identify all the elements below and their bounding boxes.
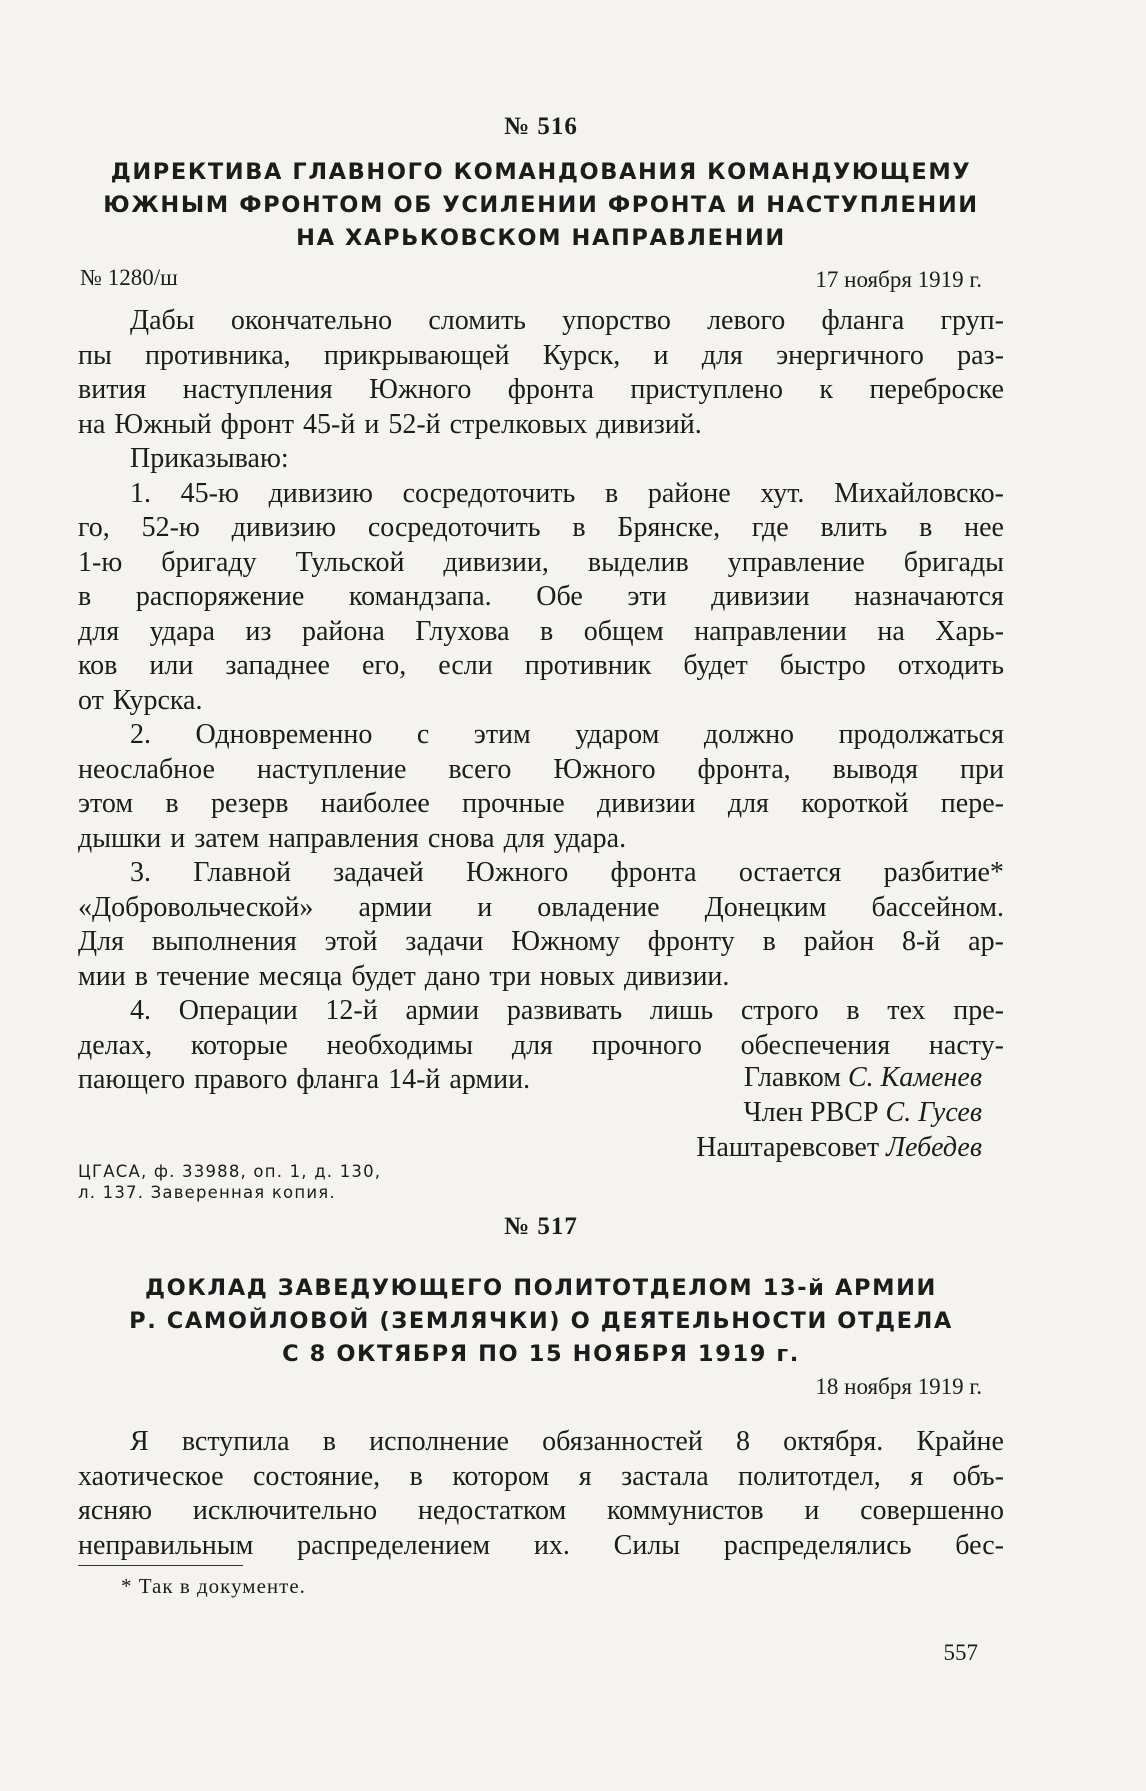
doc516-date: 17 ноября 1919 г. [815, 267, 982, 292]
signature-role: Наштаревсовет [696, 1132, 880, 1163]
body-line: на Южный фронт 45-й и 52-й стрелковых дивизий. [78, 408, 702, 440]
signature-line [696, 1060, 982, 1095]
body-line: для удара из района Глухова в общем направлении на Харь- [78, 615, 1004, 647]
footnote-divider [78, 1565, 243, 1566]
doc517-date: 18 ноября 1919 г. [815, 1374, 982, 1399]
signature-name: Лебедев [886, 1132, 982, 1163]
signature-role: Главком [743, 1062, 841, 1093]
body-line: этом в резерв наиболее прочные дивизии для короткой пере- [78, 788, 1004, 819]
document-page [78, 0, 1004, 1791]
signature-line [696, 1130, 982, 1165]
doc516-body [78, 304, 1004, 1098]
doc516-archive-reference [78, 1161, 381, 1203]
body-line: хаотическое состояние, в котором я застала политотдел, я объ- [78, 1460, 1004, 1492]
doc516-title [78, 156, 1004, 255]
body-line: ков или западнее его, если противник будет быстро отходить [78, 650, 1004, 681]
doc517-title [78, 1272, 1004, 1371]
signature-name: С. Гусев [885, 1097, 982, 1128]
body-line: мии в течение месяца будет дано три новых дивизии. [78, 960, 730, 992]
body-line: дышки и затем направления снова для удара. [78, 822, 627, 854]
body-line: делах, которые необходимы для прочного обеспечения насту- [78, 1029, 1004, 1061]
body-line: неправильным распределением их. Силы распределялись бес- [78, 1529, 1004, 1561]
archive-line: ЦГАСА, ф. 33988, оп. 1, д. 130, [78, 1162, 382, 1181]
body-line: 1. 45-ю дивизию сосредоточить в районе хут. Михайловско- [130, 477, 1004, 509]
doc517-number: № 517 [504, 1213, 578, 1240]
doc516-title-line: ДИРЕКТИВА ГЛАВНОГО КОМАНДОВАНИЯ КОМАНДУЮЩЕМУ [110, 159, 972, 185]
body-line: 1-ю бригаду Тульской дивизии, выделив управление бригады [78, 546, 1004, 578]
page-number: 557 [943, 1640, 978, 1665]
doc516-title-line: НА ХАРЬКОВСКОМ НАПРАВЛЕНИИ [296, 225, 786, 251]
body-line: го, 52-ю дивизию сосредоточить в Брянске, где влить в нее [78, 512, 1004, 543]
body-line: неослабное наступление всего Южного фронта, выводя при [78, 753, 1004, 785]
doc516-signatures [696, 1060, 982, 1165]
footnote: * Так в документе. [121, 1574, 306, 1598]
body-line: 2. Одновременно с этим ударом должно продолжаться [130, 719, 1004, 750]
body-line: 3. Главной задачей Южного фронта остается разбитие* [130, 857, 1004, 888]
body-line: Для выполнения этой задачи Южному фронту в район 8-й ар- [78, 926, 1004, 957]
body-line: пы противника, прикрывающей Курск, и для энергичного раз- [78, 339, 1004, 371]
body-line: «Добровольческой» армии и овладение Донецким бассейном. [78, 891, 1004, 923]
body-line: Приказываю: [130, 443, 289, 474]
body-line: в распоряжение командзапа. Обе эти дивизии назначаются [78, 581, 1004, 612]
doc517-title-line: С 8 ОКТЯБРЯ ПО 15 НОЯБРЯ 1919 г. [282, 1341, 800, 1367]
body-line: вития наступления Южного фронта приступлено к переброске [78, 374, 1004, 405]
signature-name: С. Каменев [847, 1062, 982, 1093]
body-line: от Курска. [78, 684, 203, 716]
doc517-title-line: Р. САМОЙЛОВОЙ (ЗЕМЛЯЧКИ) О ДЕЯТЕЛЬНОСТИ ОТДЕЛА [129, 1308, 953, 1334]
body-line: пающего правого фланга 14-й армии. [78, 1064, 531, 1095]
body-line: Дабы окончательно сломить упорство левого фланга груп- [130, 305, 1004, 336]
body-line: 4. Операции 12-й армии развивать лишь строго в тех пре- [130, 995, 1004, 1026]
body-line: ясняю исключительно недостатком коммунистов и совершенно [78, 1495, 1004, 1526]
body-line: Я вступила в исполнение обязанностей 8 октября. Крайне [130, 1426, 1004, 1457]
doc517-title-line: ДОКЛАД ЗАВЕДУЮЩЕГО ПОЛИТОТДЕЛОМ 13-й АРМИИ [145, 1275, 937, 1301]
archive-line: л. 137. Заверенная копия. [78, 1183, 336, 1202]
doc517-body [78, 1425, 1004, 1563]
signature-line [696, 1095, 982, 1130]
doc516-reference: № 1280/ш [80, 265, 178, 290]
doc516-title-line: ЮЖНЫМ ФРОНТОМ ОБ УСИЛЕНИИ ФРОНТА И НАСТУПЛЕНИИ [103, 192, 979, 218]
signature-role: Член РВСР [743, 1097, 879, 1128]
doc516-number: № 516 [504, 113, 578, 140]
